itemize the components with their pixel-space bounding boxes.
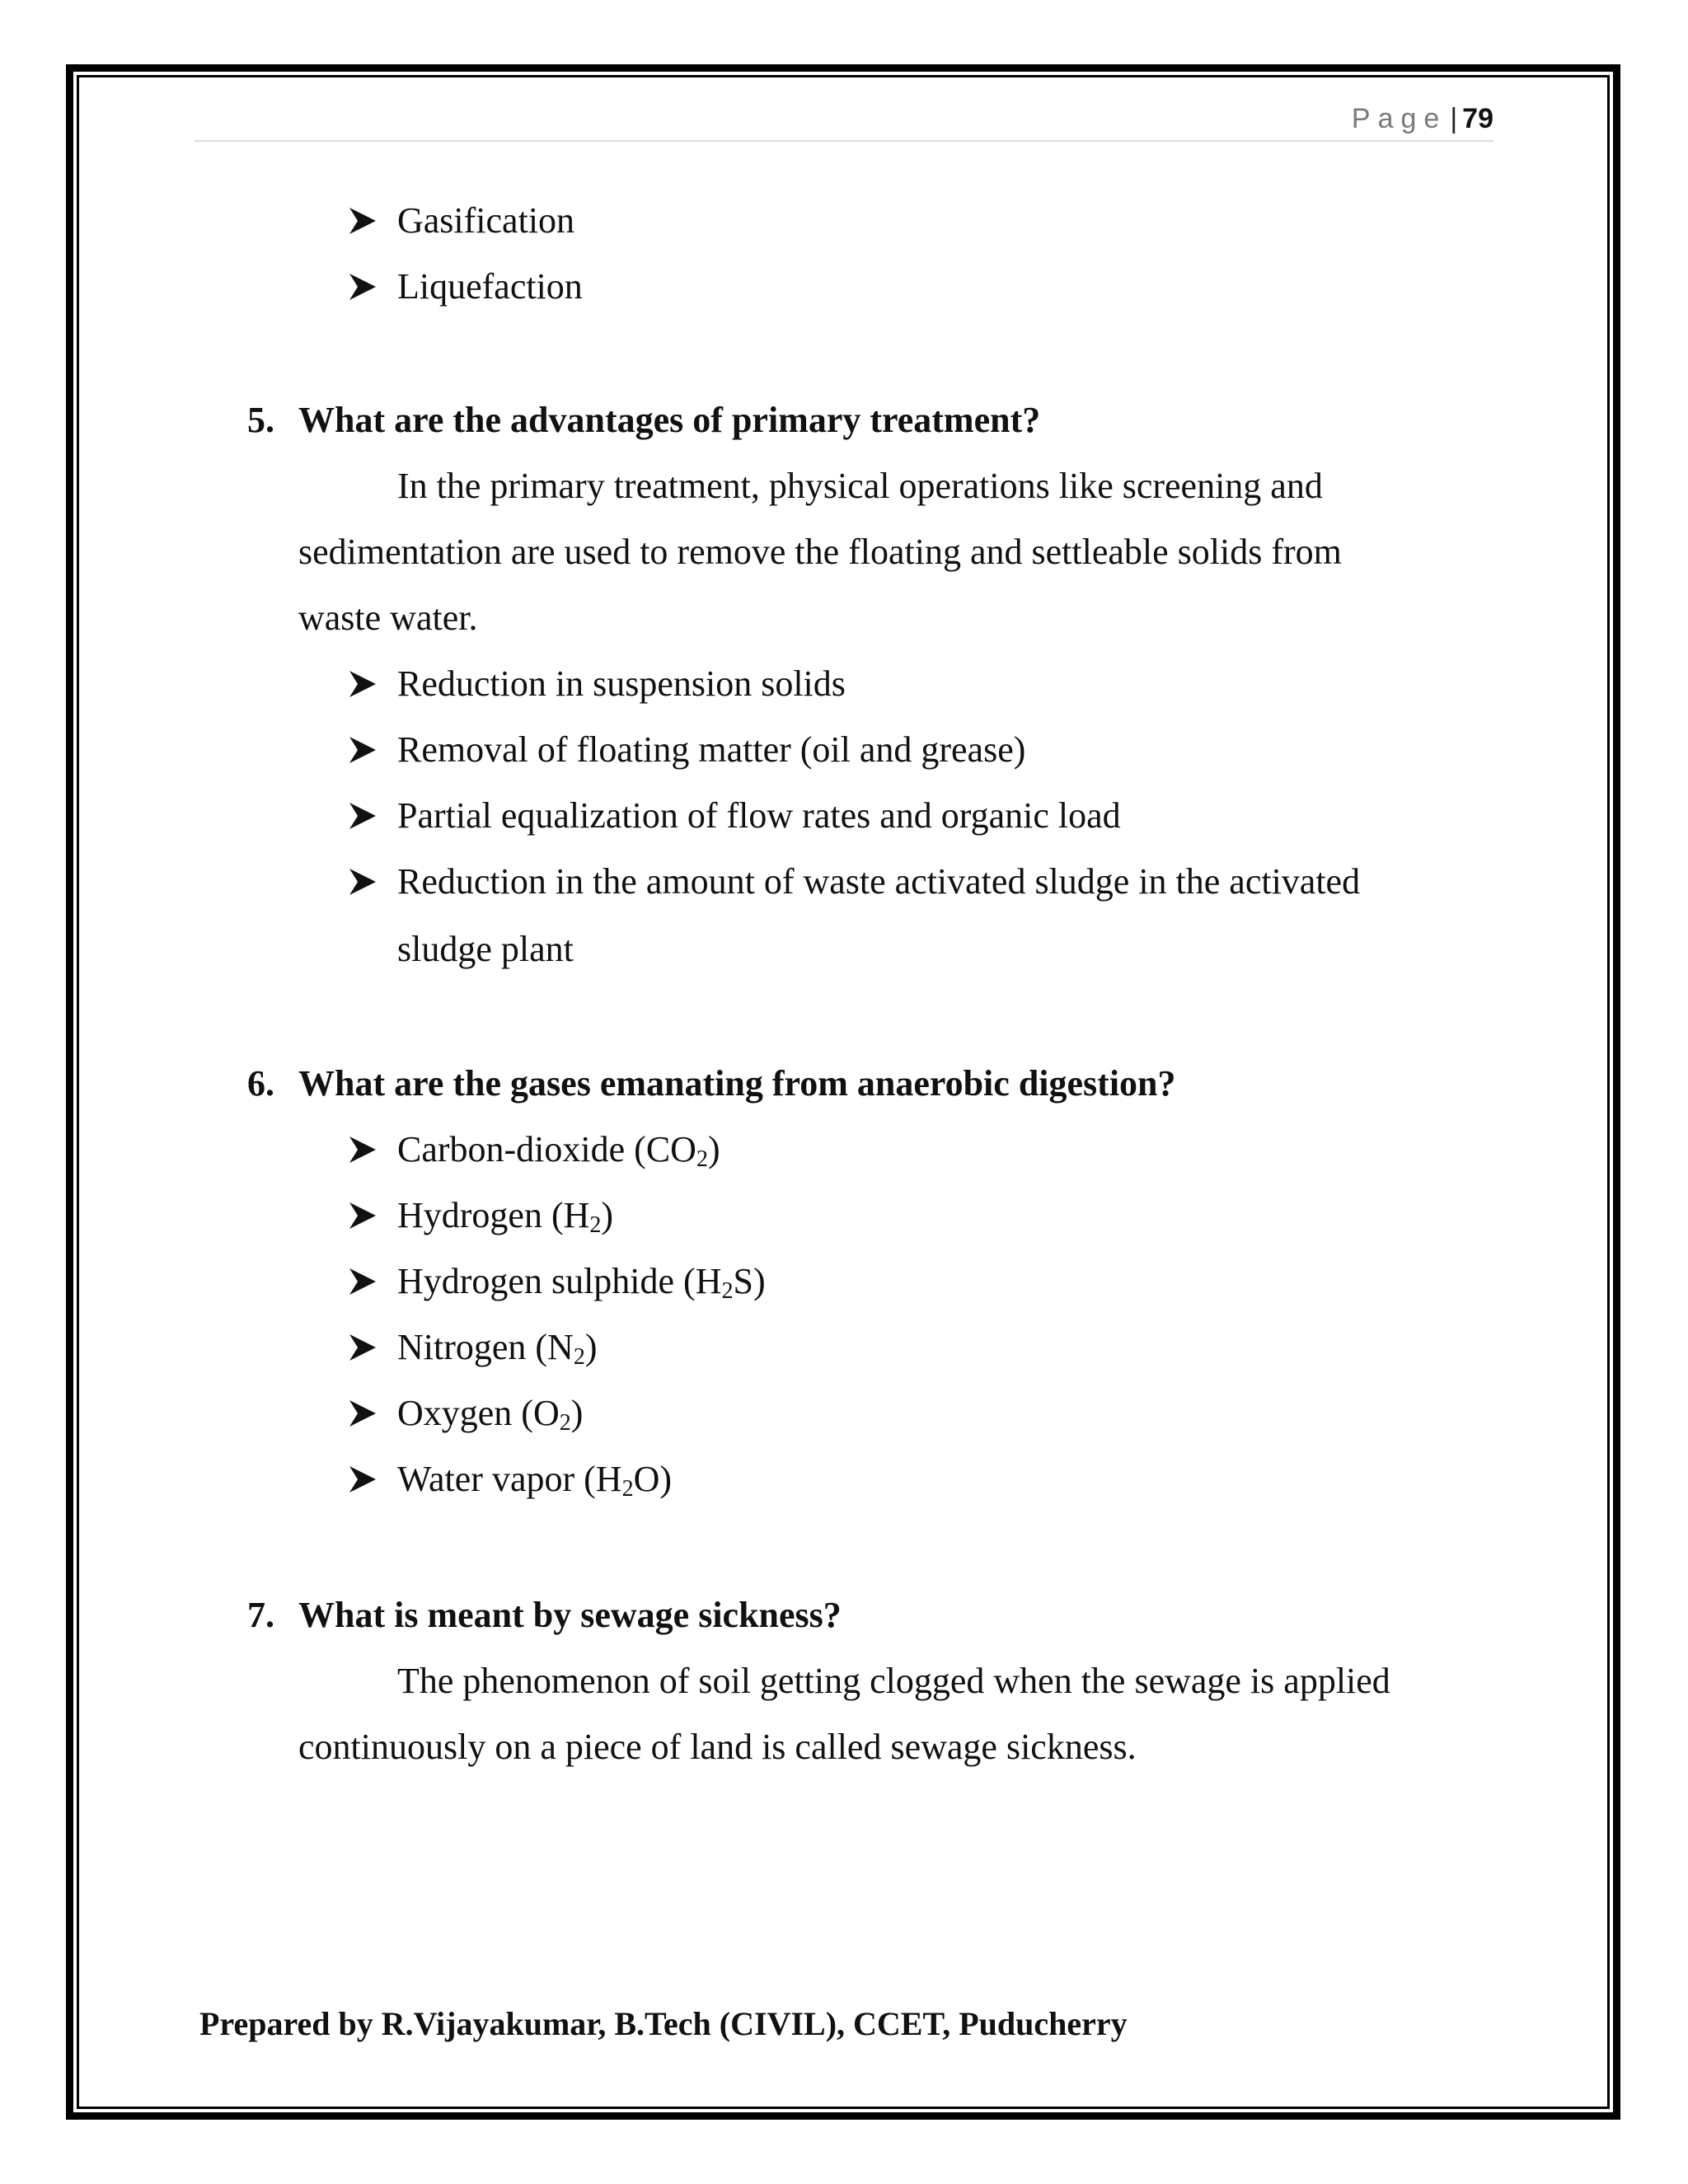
page-separator: |: [1450, 103, 1458, 134]
gas-subscript: 2: [589, 1212, 602, 1238]
gas-list-item: [397, 1380, 583, 1446]
answer-5-line-1: In the primary treatment, physical operations like screening and: [397, 466, 1323, 506]
gas-subscript: 2: [559, 1410, 571, 1436]
question-6-heading: What are the gases emanating from anaerobic digestion?: [298, 1063, 1176, 1104]
question-5-heading: What are the advantages of primary treatment?: [298, 400, 1041, 440]
gas-subscript: 2: [696, 1146, 708, 1172]
page-footer: Prepared by R.Vijayakumar, B.Tech (CIVIL), CCET, Puducherry: [199, 2005, 1128, 2042]
gas-list-item: [397, 1315, 598, 1380]
arrowhead-bullet-icon: [348, 801, 377, 831]
gas-label: Hydrogen (H: [397, 1195, 590, 1235]
gas-list-item: [397, 1446, 672, 1512]
page-number: 79: [1462, 103, 1493, 134]
arrowhead-bullet-icon: [348, 206, 377, 236]
list-item: Reduction in the amount of waste activated sludge in the activated: [397, 861, 1361, 902]
question-7-number: 7.: [247, 1595, 274, 1635]
gas-list-item: [397, 1117, 720, 1183]
arrowhead-bullet-icon: [348, 669, 377, 699]
gas-label: Hydrogen sulphide (H: [397, 1261, 722, 1301]
question-5-number: 5.: [247, 400, 274, 440]
gas-label-tail: ): [707, 1129, 720, 1169]
gas-label: Carbon-dioxide (CO: [397, 1129, 696, 1169]
arrowhead-bullet-icon: [348, 1267, 377, 1296]
list-item: Liquefaction: [397, 266, 583, 307]
question-7-heading: What is meant by sewage sickness?: [298, 1595, 842, 1635]
gas-label-tail: ): [570, 1393, 584, 1433]
arrowhead-bullet-icon: [348, 735, 377, 765]
question-6-number: 6.: [247, 1063, 274, 1104]
page-label: Page: [1351, 103, 1447, 134]
list-item-continuation: sludge plant: [397, 929, 574, 969]
list-item: Reduction in suspension solids: [397, 663, 846, 704]
arrowhead-bullet-icon: [348, 867, 377, 897]
arrowhead-bullet-icon: [348, 1333, 377, 1362]
arrowhead-bullet-icon: [348, 1201, 377, 1230]
answer-5-line-2: sedimentation are used to remove the floating and settleable solids from: [298, 532, 1342, 572]
gas-label-tail: ): [584, 1327, 598, 1367]
gas-subscript: 2: [573, 1344, 585, 1370]
answer-5-line-3: waste water.: [298, 598, 478, 638]
gas-label: Water vapor (H: [397, 1459, 622, 1499]
arrowhead-bullet-icon: [348, 1465, 377, 1494]
arrowhead-bullet-icon: [348, 272, 377, 302]
gas-label-tail: S): [733, 1261, 766, 1301]
gas-list-item: [397, 1249, 766, 1315]
gas-subscript: 2: [721, 1278, 734, 1304]
answer-7-line-2: continuously on a piece of land is called sewage sickness.: [298, 1727, 1137, 1767]
gas-label-tail: O): [633, 1459, 672, 1499]
list-item: Gasification: [397, 200, 575, 241]
gas-list-item: [397, 1183, 613, 1249]
page-header: [195, 97, 1493, 142]
list-item: Removal of floating matter (oil and grease): [397, 729, 1026, 770]
gas-label-tail: ): [601, 1195, 614, 1235]
answer-7-line-1: The phenomenon of soil getting clogged when the sewage is applied: [397, 1661, 1390, 1701]
arrowhead-bullet-icon: [348, 1135, 377, 1165]
list-item: Partial equalization of flow rates and organic load: [397, 795, 1121, 836]
gas-subscript: 2: [621, 1476, 634, 1502]
arrowhead-bullet-icon: [348, 1399, 377, 1428]
gas-label: Oxygen (O: [397, 1393, 560, 1433]
gas-label: Nitrogen (N: [397, 1327, 574, 1367]
